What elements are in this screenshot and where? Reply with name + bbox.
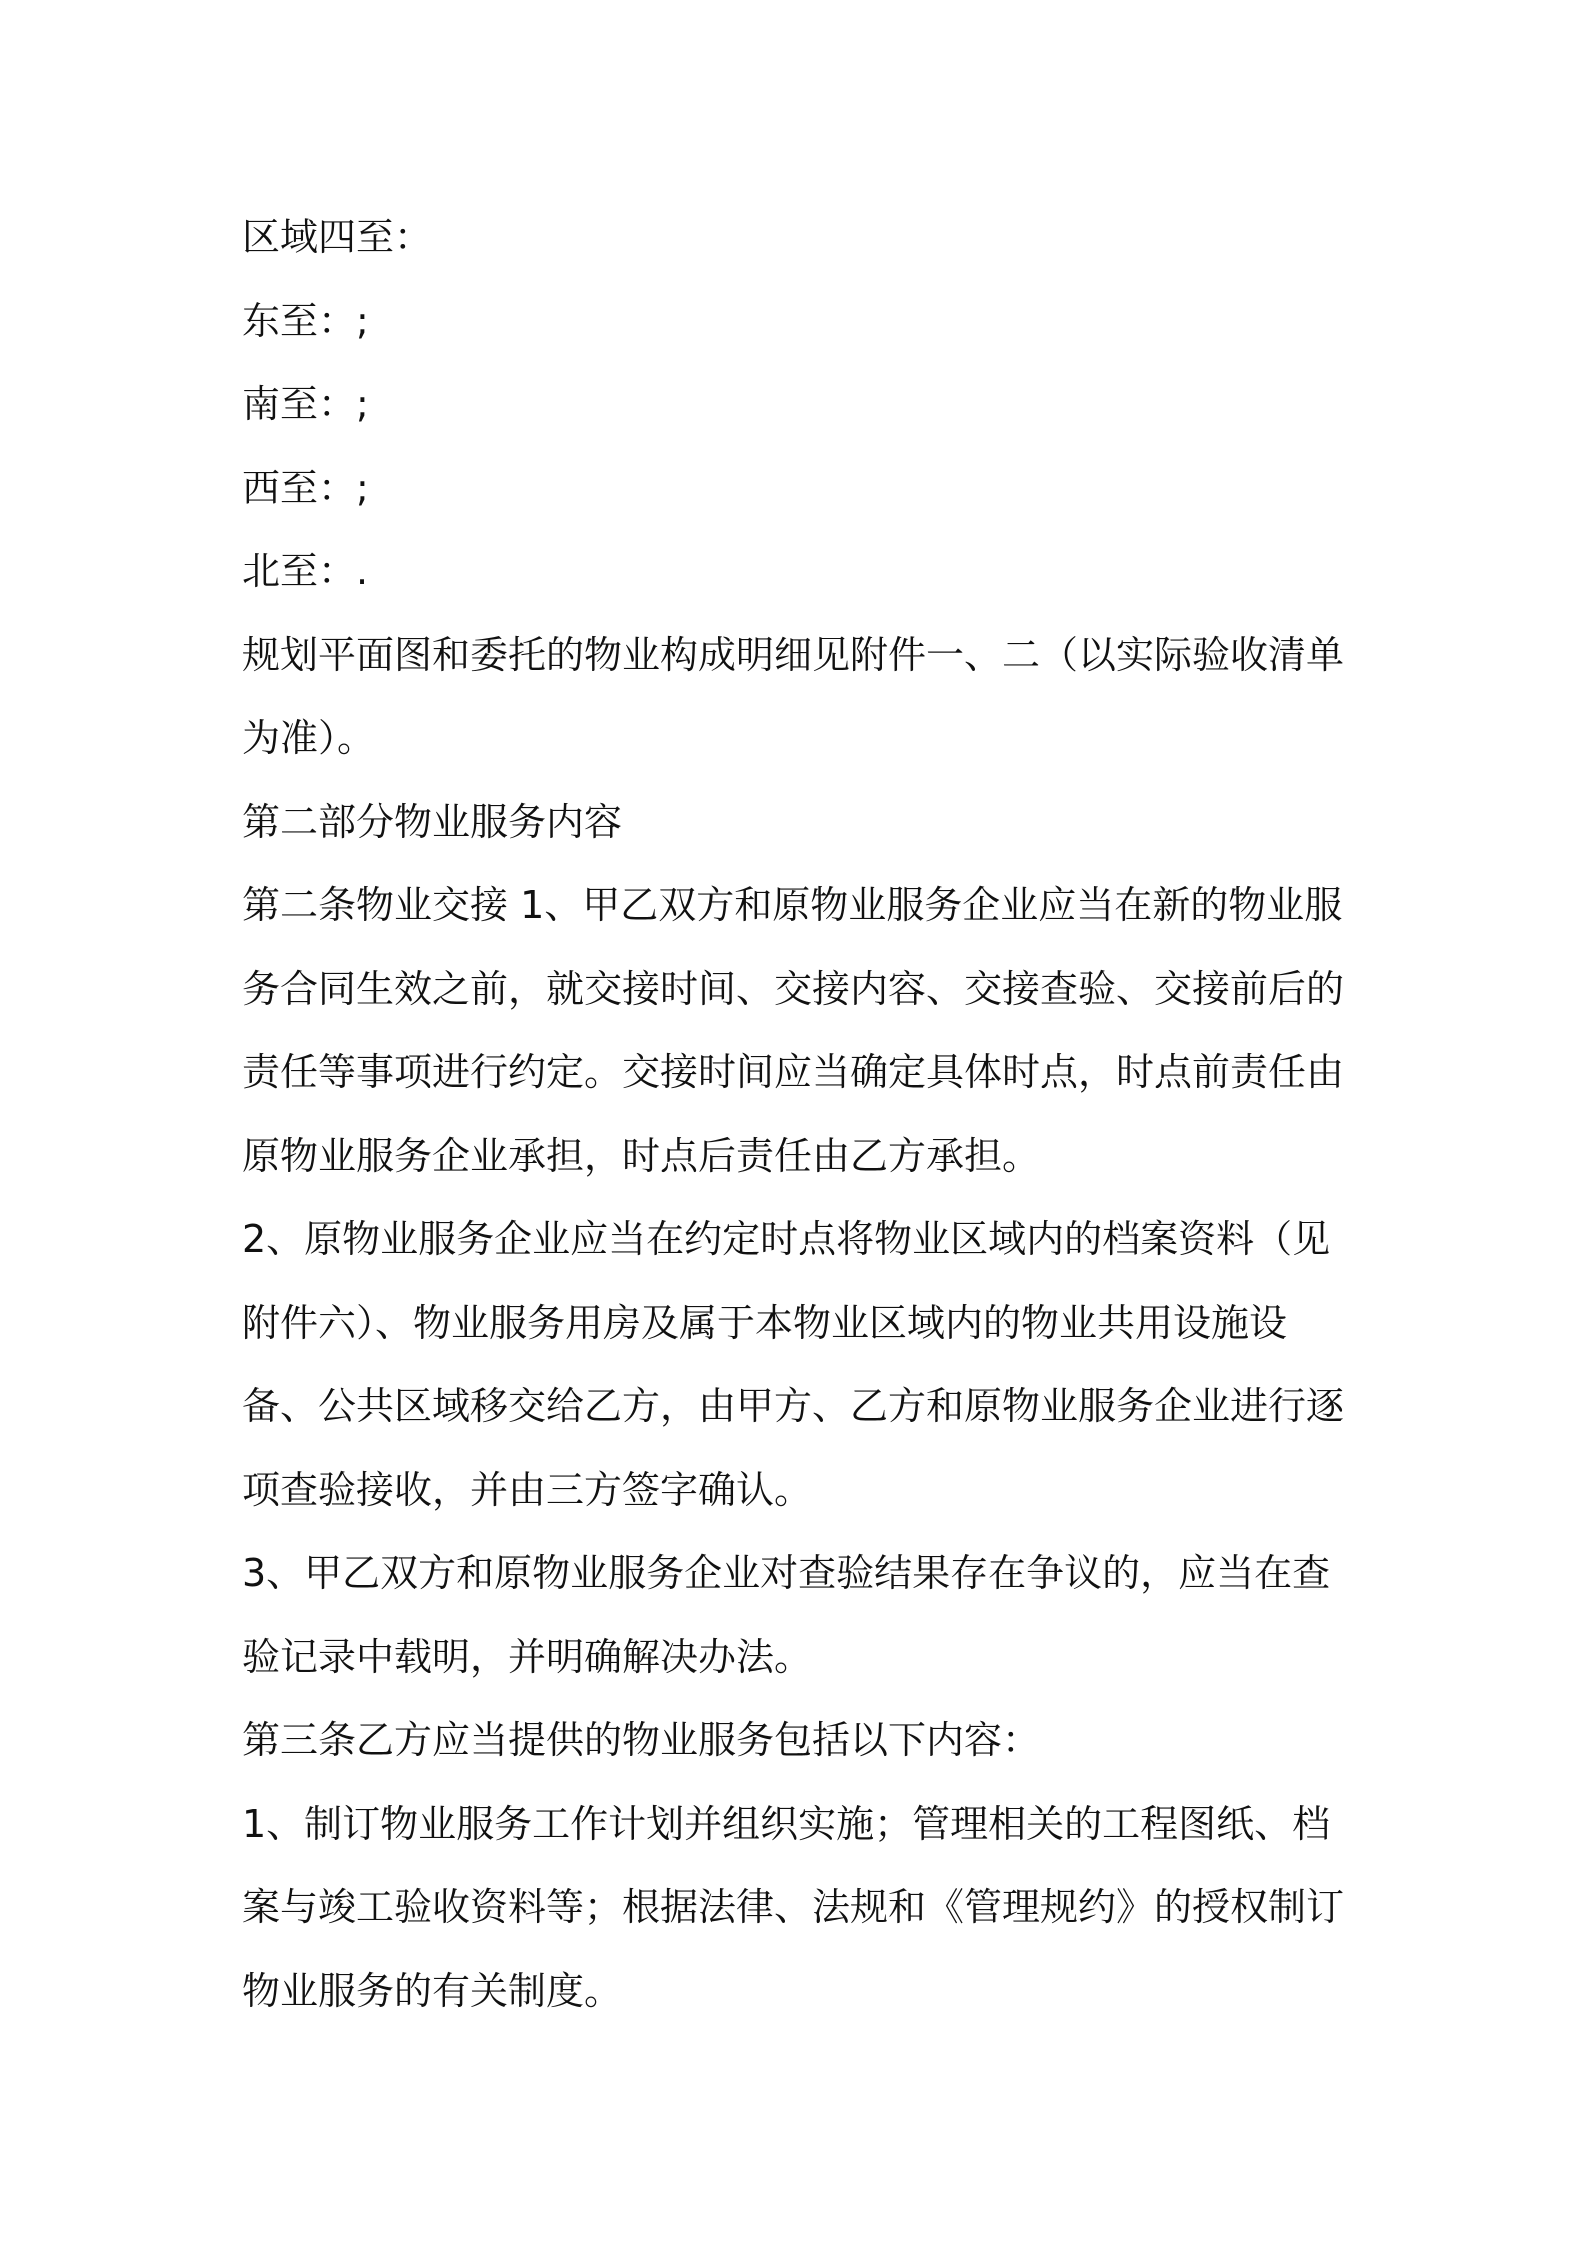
paragraph-area-boundaries: 区域四至： — [242, 215, 433, 259]
paragraph-article-three-heading: 第三条乙方应当提供的物业服务包括以下内容： — [242, 1718, 1041, 1762]
paragraph-east-boundary: 东至：; — [242, 298, 369, 343]
document-body — [242, 196, 1360, 2033]
paragraph-article-two-item-1: 第二条物业交接 1、甲乙双方和原物业服务企业应当在新的物业服务合同生效之前，就交接时间、交接内容、交接查验、交接前后的责任等事项进行约定。交接时间应当确定具体时点，时点前责任由原物业服务企业承担，时点后责任由乙方承担。 — [242, 883, 1345, 1178]
section-heading-part-two: 第二部分物业服务内容 — [242, 799, 623, 844]
paragraph-south-boundary: 南至：; — [242, 382, 369, 426]
paragraph-article-two-item-3: 3、甲乙双方和原物业服务企业对查验结果存在争议的，应当在查验记录中载明，并明确解决办法。 — [242, 1551, 1331, 1679]
paragraph-west-boundary: 西至：; — [242, 465, 369, 510]
paragraph-plan-attachments: 规划平面图和委托的物业构成明细见附件一、二（以实际验收清单为准）。 — [242, 632, 1345, 760]
paragraph-north-boundary: 北至：. — [242, 549, 369, 593]
paragraph-article-two-item-2: 2、原物业服务企业应当在约定时点将物业区域内的档案资料（见附件六）、物业服务用房及属于本物业区域内的物业共用设施设备、公共区域移交给乙方，由甲方、乙方和原物业服务企业进行逐项查验接收，并由三方签字确认。 — [242, 1217, 1345, 1512]
paragraph-article-three-item-1: 1、制订物业服务工作计划并组织实施；管理相关的工程图纸、档案与竣工验收资料等；根据法律、法规和《管理规约》的授权制订物业服务的有关制度。 — [242, 1801, 1345, 2013]
